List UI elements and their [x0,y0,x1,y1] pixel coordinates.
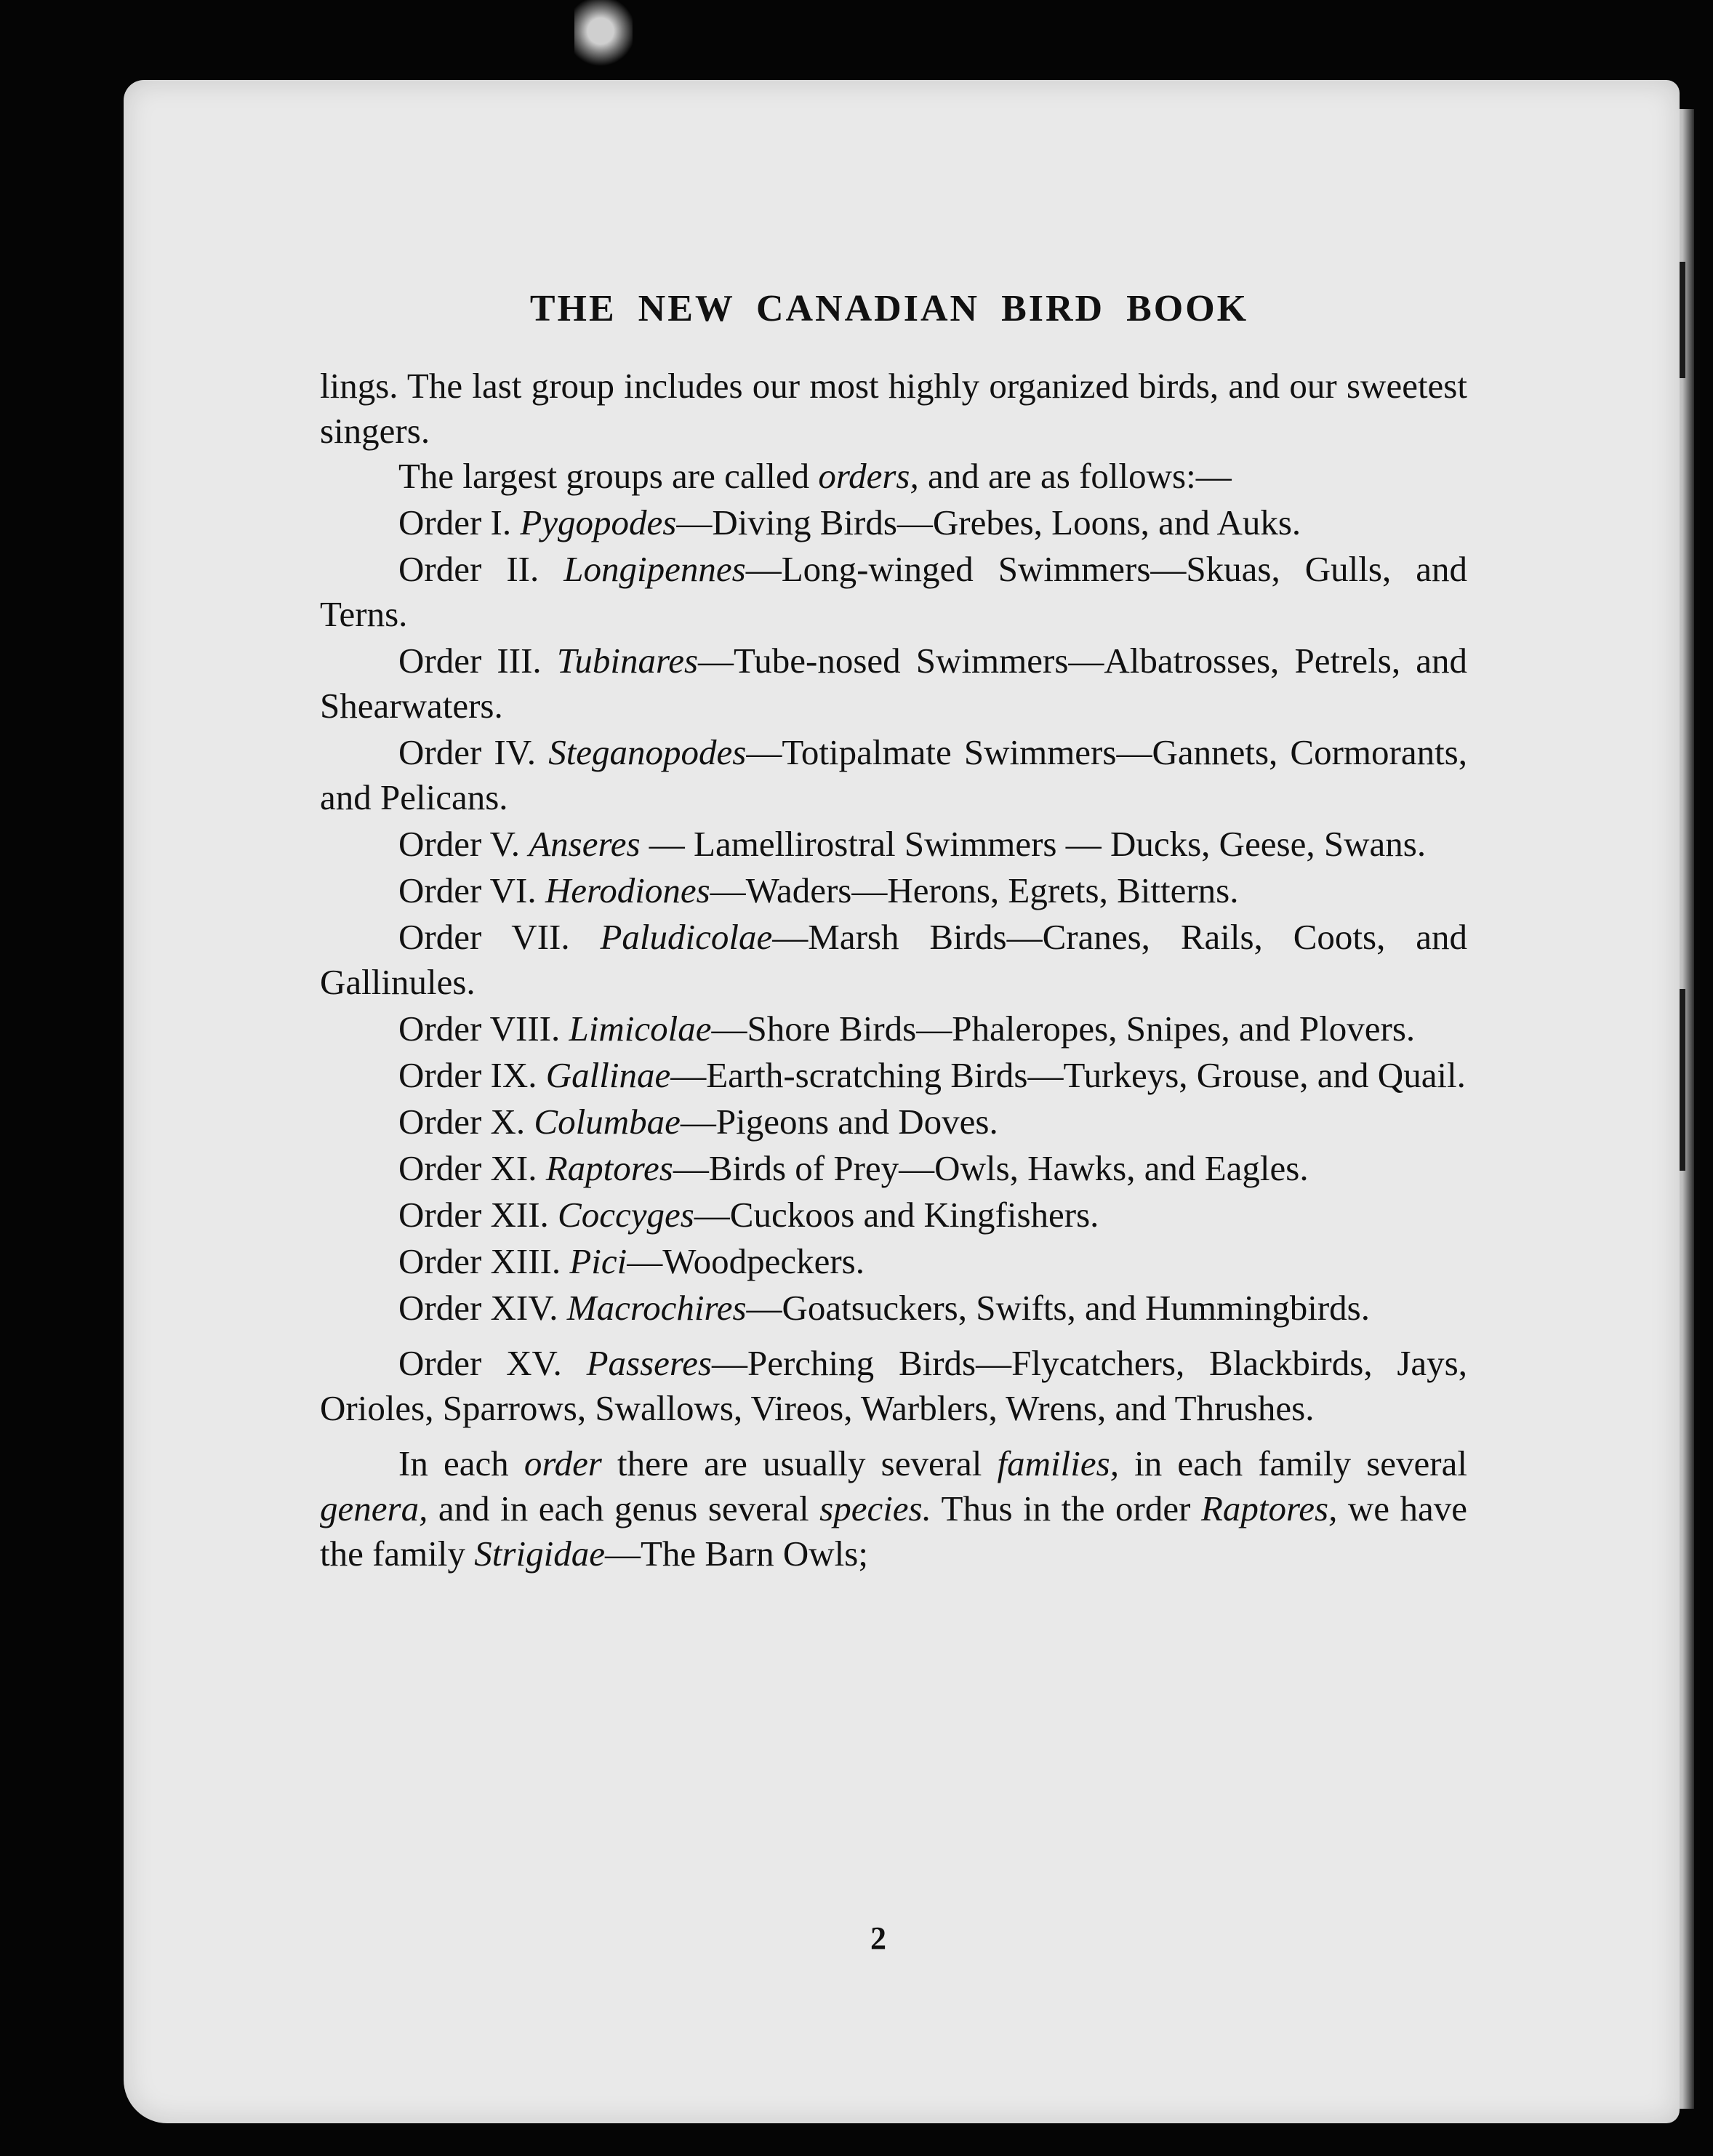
order-label: Order I. [398,502,512,542]
order-label: Order II. [398,549,539,589]
order-label: Order XV. [398,1343,562,1383]
order-entry [320,1286,1467,1331]
order-name: Steganopodes [548,732,747,772]
order-description: —Woodpeckers. [627,1241,864,1281]
running-head: THE NEW CANADIAN BIRD BOOK [529,288,1249,329]
order-entry [320,638,1467,729]
order-name: Tubinares [556,641,699,681]
order-entry [320,547,1467,637]
order-name: Paludicolae [600,917,773,957]
order-description: —Earth-scratching Birds—Turkeys, Grouse, and Quail. [670,1055,1466,1095]
body-text [320,364,1467,1576]
order-name: Raptores [545,1148,673,1188]
order-description: —Long-winged Swimmers—Skuas, Gulls, and Terns. [320,549,1467,634]
order-name: Pygopodes [520,502,677,542]
order-name: Coccyges [558,1195,694,1235]
paragraph-continuation: lings. The last group includes our most highly organized birds, and our sweetest singers. [320,366,1467,451]
order-description: —Tube-nosed Swimmers—Albatrosses, Petrels, and Shearwaters. [320,641,1467,726]
order-description: —Shore Birds—Phaleropes, Snipes, and Plovers. [711,1009,1416,1049]
order-label: Order X. [398,1102,526,1142]
order-name: Columbae [534,1102,681,1142]
order-entry [320,1006,1467,1051]
order-name: Anseres [529,824,641,864]
order-label: Order XI. [398,1148,537,1188]
order-label: Order V. [398,824,520,864]
order-label: Order VI. [398,870,537,910]
order-description: —Cuckoos and Kingfishers. [694,1195,1099,1235]
order-description: —Marsh Birds—Cranes, Rails, Coots, and Gallinules. [320,917,1468,1002]
order-description: —Diving Birds—Grebes, Loons, and Auks. [676,502,1301,542]
order-name: Gallinae [545,1055,671,1095]
order-description: — Lamellirostral Swimmers — Ducks, Geese, Swans. [640,824,1427,864]
order-entry [320,1341,1467,1431]
order-entry [320,915,1467,1005]
order-description: —Waders—Herons, Egrets, Bitterns. [710,870,1239,910]
order-label: Order XII. [398,1195,549,1235]
order-name: Herodiones [545,870,710,910]
order-entry [320,730,1467,820]
order-name: Limicolae [569,1009,712,1049]
page-number: 2 [870,1920,886,1956]
order-entry [320,822,1467,867]
order-name: Macrochires [566,1288,747,1328]
order-name: Longipennes [563,549,746,589]
order-description: —Goatsuckers, Swifts, and Hummingbirds. [746,1288,1370,1328]
paragraph-classification: In each order there are usually several families, in each family several genera, and in each genus several species. Thus in the order Raptores, we have the family Strigidae—The Barn Owls; [320,1443,1467,1574]
order-label: Order III. [398,641,542,681]
order-description: —Totipalmate Swimmers—Gannets, Cormorants, and Pelicans. [320,732,1467,817]
order-entry [320,1193,1467,1238]
order-entry [320,868,1467,913]
order-description: —Perching Birds—Flycatchers, Blackbirds, Jays, Orioles, Sparrows, Swallows, Vireos, Warblers, Wrens, and Thrushes. [320,1343,1468,1428]
order-entry [320,1053,1467,1098]
order-description: —Birds of Prey—Owls, Hawks, and Eagles. [673,1148,1309,1188]
order-entry [320,1239,1467,1284]
order-entry [320,500,1467,545]
order-label: Order VIII. [398,1009,561,1049]
order-name: Pici [569,1241,627,1281]
order-label: Order IX. [398,1055,537,1095]
order-description: —Pigeons and Doves. [680,1102,998,1142]
scan-smudge [574,0,633,69]
order-label: Order XIV. [398,1288,558,1328]
order-label: Order VII. [398,917,570,957]
order-label: Order IV. [398,732,537,772]
paragraph-orders-intro: The largest groups are called orders, and are as follows:— [398,456,1232,496]
order-entry [320,1099,1467,1145]
order-entry [320,1146,1467,1191]
order-name: Passeres [586,1343,712,1383]
order-label: Order XIII. [398,1241,561,1281]
